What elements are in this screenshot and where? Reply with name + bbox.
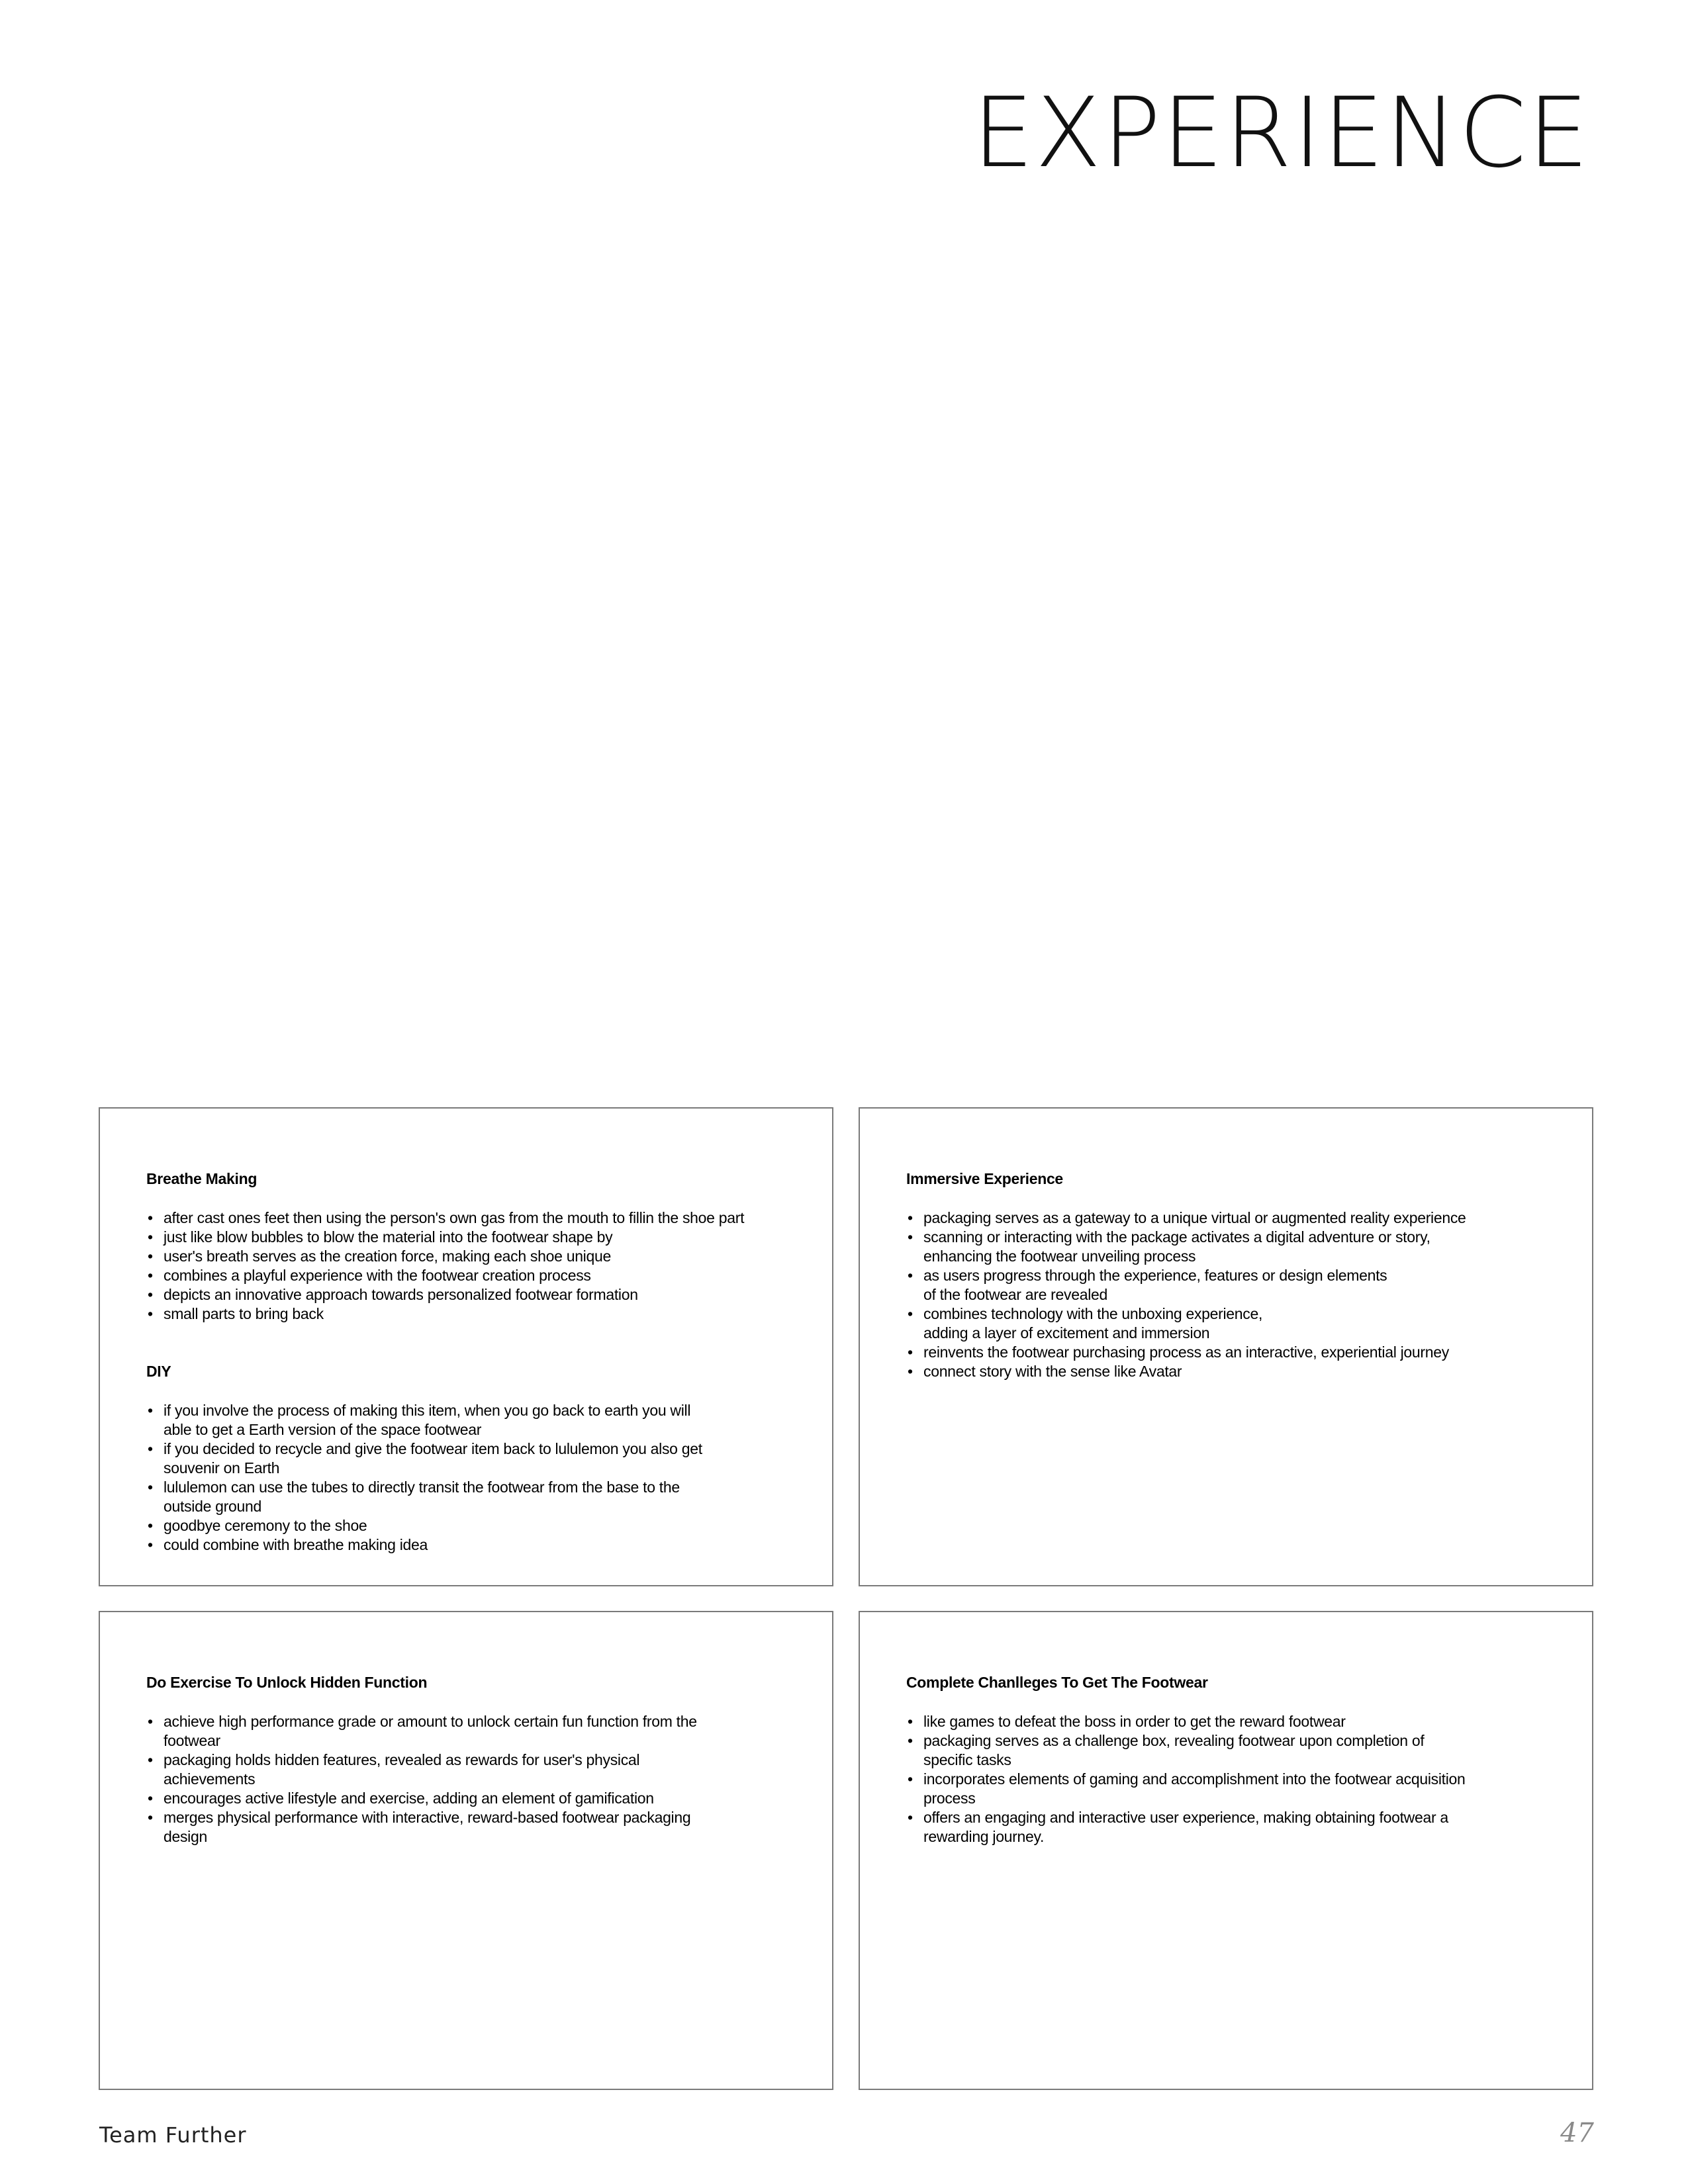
bullet-item: • merges physical performance with interactive, reward-based footwear packaging design (146, 1808, 823, 1846)
page-title: EXPERIENCE (972, 77, 1590, 189)
bullet-item: • after cast ones feet then using the person's own gas from the mouth to fillin the shoe part (146, 1208, 823, 1228)
page-number: 47 (1560, 2118, 1594, 2148)
bullet-list (906, 1712, 1583, 1846)
bullet-item: • offers an engaging and interactive user experience, making obtaining footwear a rewarding journey. (906, 1808, 1583, 1846)
idea-section (146, 1673, 823, 1846)
idea-section (146, 1169, 823, 1324)
idea-section (906, 1673, 1583, 1846)
idea-card-complete-challenges (859, 1611, 1593, 2090)
bullet-item: • like games to defeat the boss in order to get the reward footwear (906, 1712, 1583, 1731)
bullet-item: • user's breath serves as the creation force, making each shoe unique (146, 1247, 823, 1266)
bullet-item: • lululemon can use the tubes to directly transit the footwear from the base to the outside ground (146, 1478, 823, 1516)
bullet-item: • if you involve the process of making this item, when you go back to earth you will able to get a Earth version of the space footwear (146, 1401, 823, 1439)
bullet-item: • combines a playful experience with the footwear creation process (146, 1266, 823, 1285)
section-title: Complete Chanlleges To Get The Footwear (906, 1674, 1208, 1691)
section-title: DIY (146, 1363, 171, 1380)
bullet-item: • could combine with breathe making idea (146, 1535, 823, 1555)
idea-card-exercise-unlock (99, 1611, 833, 2090)
bullet-item: • small parts to bring back (146, 1304, 823, 1324)
bullet-item: • encourages active lifestyle and exercise, adding an element of gamification (146, 1789, 823, 1808)
footer-team-name: Team Further (99, 2122, 247, 2148)
bullet-item: • reinvents the footwear purchasing process as an interactive, experiential journey (906, 1343, 1583, 1362)
section-title: Breathe Making (146, 1170, 258, 1187)
idea-section (906, 1169, 1583, 1381)
bullet-item: • scanning or interacting with the package activates a digital adventure or story, enhancing the footwear unveiling process (906, 1228, 1583, 1266)
bullet-item: • connect story with the sense like Avatar (906, 1362, 1583, 1381)
bullet-item: • just like blow bubbles to blow the material into the footwear shape by (146, 1228, 823, 1247)
bullet-item: • as users progress through the experience, features or design elements of the footwear are revealed (906, 1266, 1583, 1304)
bullet-list (146, 1401, 823, 1555)
bullet-list (906, 1208, 1583, 1381)
bullet-item: • packaging holds hidden features, revealed as rewards for user's physical achievements (146, 1751, 823, 1789)
bullet-item: • packaging serves as a gateway to a unique virtual or augmented reality experience (906, 1208, 1583, 1228)
bullet-item: • combines technology with the unboxing experience, adding a layer of excitement and immersion (906, 1304, 1583, 1343)
bullet-list (146, 1208, 823, 1324)
bullet-item: • achieve high performance grade or amount to unlock certain fun function from the footwear (146, 1712, 823, 1751)
bullet-item: • packaging serves as a challenge box, revealing footwear upon completion of specific tasks (906, 1731, 1583, 1770)
bullet-list (146, 1712, 823, 1846)
section-title: Do Exercise To Unlock Hidden Function (146, 1674, 428, 1691)
bullet-item: • incorporates elements of gaming and accomplishment into the footwear acquisition process (906, 1770, 1583, 1808)
section-title: Immersive Experience (906, 1170, 1063, 1187)
bullet-item: • if you decided to recycle and give the footwear item back to lululemon you also get souvenir on Earth (146, 1439, 823, 1478)
bullet-item: • goodbye ceremony to the shoe (146, 1516, 823, 1535)
idea-card-immersive-experience (859, 1107, 1593, 1586)
idea-section (146, 1362, 823, 1555)
idea-card-breathe-making-diy (99, 1107, 833, 1586)
bullet-item: • depicts an innovative approach towards personalized footwear formation (146, 1285, 823, 1304)
